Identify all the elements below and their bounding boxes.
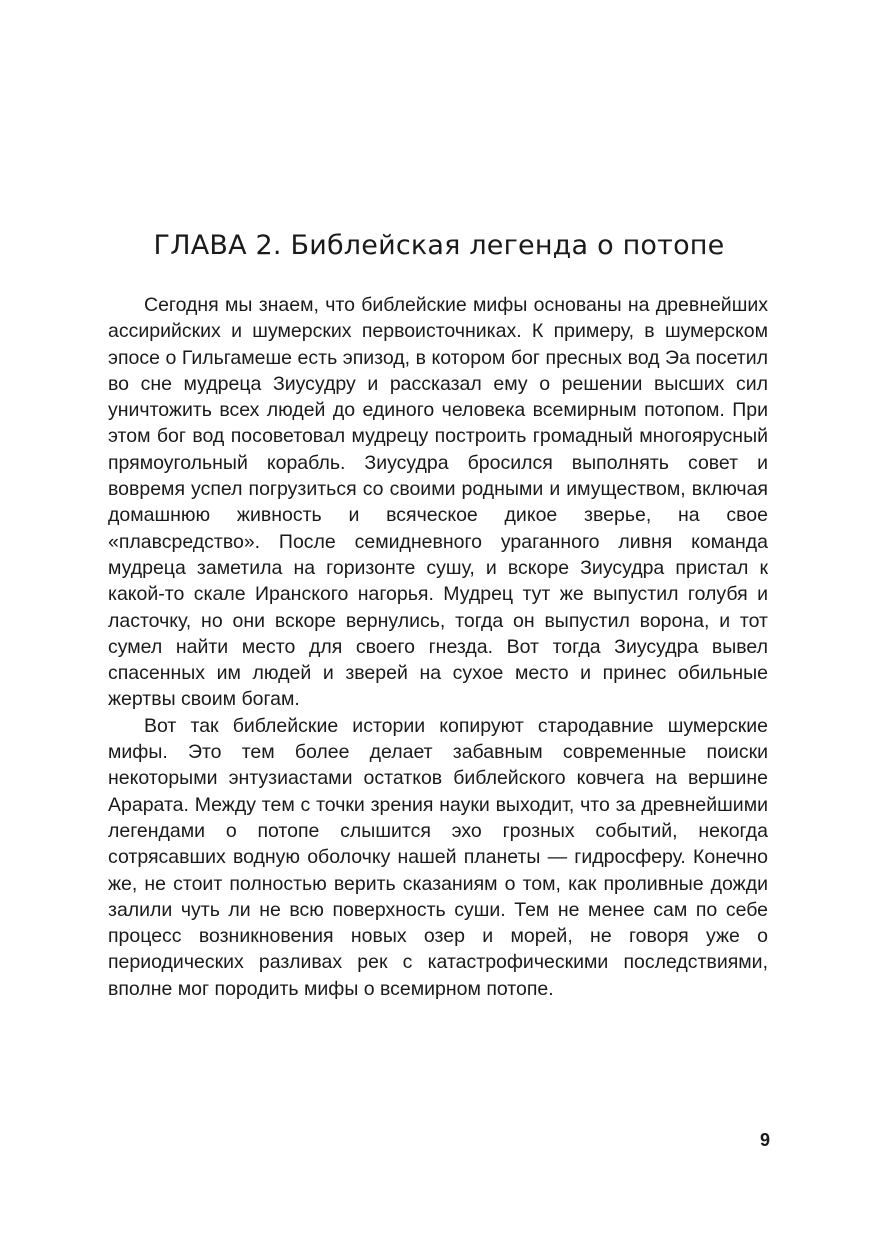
body-text — [108, 292, 768, 1002]
chapter-title: ГЛАВА 2. Библейская легенда о потопе — [153, 230, 725, 261]
paragraph-2: Вот так библейские истории копируют стародавние шумерские мифы. Это тем более делает забавным современные поиски некоторыми энтузиастами остатков библейского ковчега на вершине Арарата. Между тем с точки зрения науки выходит, что за древнейшими легендами о потопе слышится эхо грозных событий, некогда сотрясавших водную оболочку нашей планеты — гидросферу. Конечно же, не стоит полностью верить сказаниям о том, как проливные дожди залили чуть ли не всю поверхность суши. Тем не менее сам по себе процесс возникновения новых озер и морей, не говоря уже о периодических разливах рек с катастрофическими последствиями, вполне мог породить мифы о всемирном потопе. — [108, 714, 768, 1000]
page-number: 9 — [759, 1130, 770, 1150]
paragraph-1: Сегодня мы знаем, что библейские мифы основаны на древнейших ассирийских и шумерских первоисточниках. К примеру, в шумерском эпосе о Гильгамеше есть эпизод, в котором бог пресных вод Эа посетил во сне мудреца Зиусудру и рассказал ему о решении высших сил уничтожить всех людей до единого человека всемирным потопом. При этом бог вод посоветовал мудрецу построить громадный многоярусный прямоугольный корабль. Зиусудра бросился выполнять совет и вовремя успел погрузиться со своими родными и имуществом, включая домашнюю живность и всяческое дикое зверье, на свое «плавсредство». После семидневного ураганного ливня команда мудреца заметила на горизонте сушу, и вскоре Зиусудра пристал к какой-то скале Иранского нагорья. Мудрец тут же выпустил голубя и ласточку, но они вскоре вернулись, тогда он выпустил ворона, и тот сумел найти место для своего гнезда. Вот тогда Зиусудра вывел спасенных им людей и зверей на сухое место и принес обильные жертвы своим богам. — [108, 294, 768, 711]
